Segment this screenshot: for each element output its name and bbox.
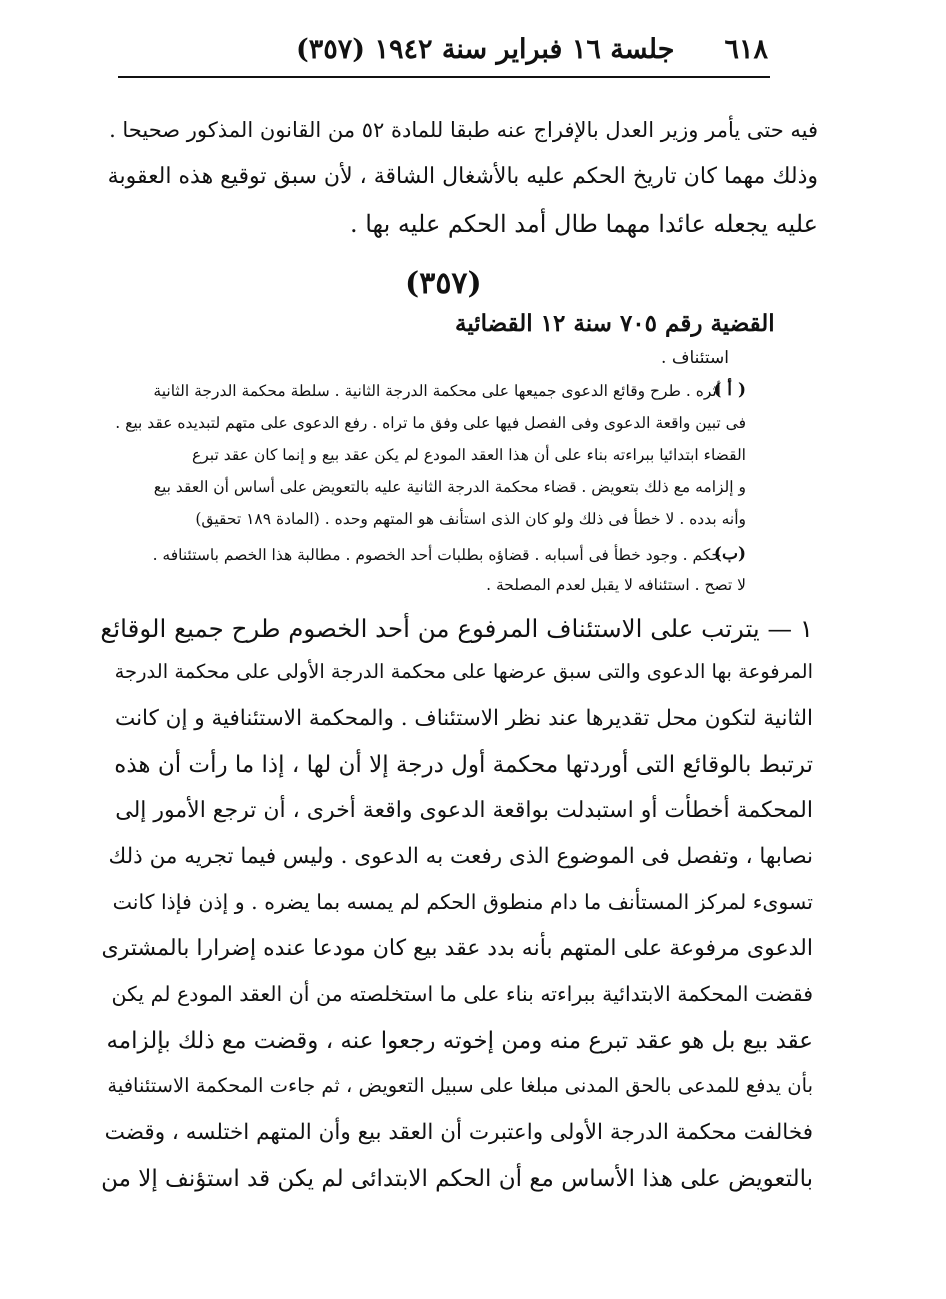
headnote-line: حكم . وجود خطأ فى أسبابه . قضاؤه بطلبات أحد الخصوم . مطالبة هذا الخصم باستئنافه .	[152, 546, 721, 564]
intro-line: فيه حتى يأمر وزير العدل بالإفراج عنه طبقا للمادة ٥٢ من القانون المذكور صحيحا .	[109, 118, 818, 142]
headnote-line: أثره . طرح وقائع الدعوى جميعها على محكمة الدرجة الثانية . سلطة محكمة الدرجة الثانية	[153, 382, 721, 400]
body-line: ترتبط بالوقائع التى أوردتها محكمة أول درجة إلا أن لها ، إذا ما رأت أن هذه	[114, 752, 813, 778]
running-title: جلسة ١٦ فبراير سنة ١٩٤٢ (٣٥٧)	[296, 34, 675, 65]
body-line: ١ — يترتب على الاستئناف المرفوع من أحد الخصوم طرح جميع الوقائع	[100, 614, 813, 643]
case-label: استئناف .	[661, 348, 729, 368]
intro-line: عليه يجعله عائدا مهما طال أمد الحكم عليه بها .	[349, 210, 818, 238]
case-number: (٣٥٧)	[405, 266, 482, 301]
body-line: تسوىء لمركز المستأنف ما دام منطوق الحكم لم يمسه بما يضره . و إذن فإذا كانت	[112, 890, 813, 914]
body-line: نصابها ، وتفصل فى الموضوع الذى رفعت به الدعوى . وليس فيما تجريه من ذلك	[108, 844, 813, 869]
body-line: بالتعويض على هذا الأساس مع أن الحكم الابتدائى لم يكن قد استؤنف إلا من	[101, 1166, 813, 1192]
body-line: بأن يدفع للمدعى بالحق المدنى مبلغا على سبيل التعويض ، ثم جاءت المحكمة الاستئنافية	[107, 1074, 813, 1097]
headnote-line: لا تصح . استئنافه لا يقبل لعدم المصلحة .	[486, 576, 746, 594]
body-line: فخالفت محكمة الدرجة الأولى واعتبرت أن العقد بيع وأن المتهم اختلسه ، وقضت	[104, 1120, 813, 1145]
body-line: المحكمة أخطأت أو استبدلت بواقعة الدعوى واقعة أخرى ، أن ترجع الأمور إلى	[115, 798, 813, 823]
section-b-marker: (ب)	[713, 544, 746, 564]
body-line: المرفوعة بها الدعوى والتى سبق عرضها على محكمة الدرجة الأولى على محكمة الدرجة	[114, 660, 813, 683]
body-line: فقضت المحكمة الابتدائية ببراءته بناء على ما استخلصته من أن العقد المودع لم يكن	[111, 982, 813, 1006]
case-title: القضية رقم ٧٠٥ سنة ١٢ القضائية	[455, 310, 775, 337]
page-header	[118, 30, 768, 74]
header-rule	[118, 76, 770, 78]
section-a-marker: ( أ )	[713, 380, 746, 400]
headnote-line: فى تبين واقعة الدعوى وفى الفصل فيها على وفق ما تراه . رفع الدعوى على متهم لتبديده عقد بيع .	[115, 414, 746, 432]
headnote-line: القضاء ابتدائيا ببراءته بناء على أن هذا العقد المودع لم يكن عقد بيع و إنما كان عقد تبرع	[191, 446, 746, 464]
body-line: عقد بيع بل هو عقد تبرع منه ومن إخوته رجعوا عنه ، وقضت مع ذلك بإلزامه	[106, 1028, 813, 1054]
body-line: الدعوى مرفوعة على المتهم بأنه بدد عقد بيع كان مودعا عنده إضرارا بالمشترى	[101, 936, 813, 961]
page-number: ٦١٨	[724, 34, 768, 65]
intro-line: وذلك مهما كان تاريخ الحكم عليه بالأشغال الشاقة ، لأن سبق توقيع هذه العقوبة	[107, 164, 818, 189]
headnote-line: وأنه بدده . لا خطأ فى ذلك ولو كان الذى استأنف هو المتهم وحده . (المادة ١٨٩ تحقيق)	[195, 510, 746, 528]
body-line: الثانية لتكون محل تقديرها عند نظر الاستئناف . والمحكمة الاستئنافية و إن كانت	[114, 706, 813, 731]
headnote-line: و إلزامه مع ذلك بتعويض . قضاء محكمة الدرجة الثانية عليه بالتعويض على أساس أن العقد بيع	[153, 478, 746, 496]
